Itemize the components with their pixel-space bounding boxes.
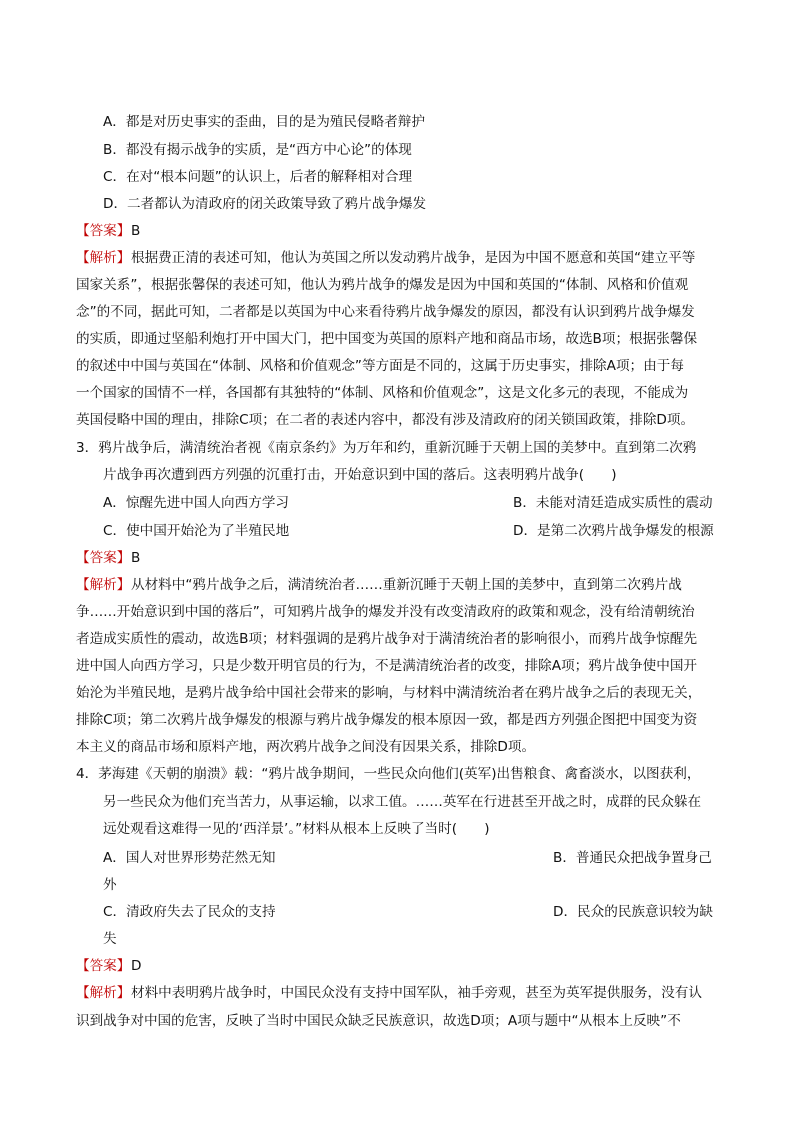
- q3-stem-line-1: 3．鸦片战争后，满清统治者视《南京条约》为万年和约，重新沉睡于天朝上国的美梦中。直到第二次鸦: [76, 440, 697, 456]
- q3-option-d: D．是第二次鸦片战争爆发的根源: [513, 523, 714, 539]
- q3-stem-line-2: 片战争再次遭到西方列强的沉重打击，开始意识到中国的落后。这表明鸦片战争( ): [103, 467, 617, 483]
- q2-analysis-line-4: 的实质，即通过坚船利炮打开中国大门，把中国变为英国的原料产地和商品市场，故选B项；根据张馨保: [76, 331, 698, 347]
- q4-analysis-line-2: 识到战争对中国的危害，反映了当时中国民众缺乏民族意识，故选D项；A项与题中“从根本上反映”不: [76, 1013, 681, 1029]
- q4-options-row-2: [0, 899, 793, 925]
- q4-option-a: A．国人对世界形势茫然无知: [103, 850, 276, 866]
- answer-value: B: [131, 223, 141, 239]
- q3-options-row-1: [0, 490, 793, 516]
- q3-analysis-line-6: 排除C项；第二次鸦片战争爆发的根源与鸦片战争爆发的根本原因一致，都是西方列强企图把中国变为资: [76, 712, 698, 728]
- q3-analysis-line-4: 进中国人向西方学习，只是少数开明官员的行为，不是满清统治者的改变，排除A项；鸦片战争使中国开: [76, 658, 698, 674]
- analysis-label: 【解析】: [76, 577, 131, 593]
- q4-answer: [0, 953, 793, 979]
- q2-analysis-line-1: 【解析】 根据费正清的表述可知，他认为英国之所以发动鸦片战争，是因为中国不愿意和英国“建立平等: [0, 245, 793, 271]
- q3-answer: [0, 545, 793, 571]
- q2-option-c: C．在对“根本问题”的认识上，后者的解释相对合理: [103, 169, 413, 185]
- q3-analysis-line-3: 者造成实质性的震动，故选B项；材料强调的是鸦片战争对于满清统治者的影响很小，而鸦片战争惊醒先: [76, 631, 698, 647]
- q3-analysis-line-5: 始沦为半殖民地，是鸦片战争给中国社会带来的影响，与材料中满清统治者在鸦片战争之后的表现无关，: [76, 685, 702, 701]
- q4-option-d: D．民众的民族意识较为缺: [553, 904, 713, 920]
- q4-stem-line-3: 远处观看这难得一见的‘西洋景’。”材料从根本上反映了当时( ): [103, 821, 490, 837]
- q3-analysis-line-7: 本主义的商品市场和原料产地，两次鸦片战争之间没有因果关系，排除D项。: [76, 739, 536, 755]
- q4-stem-line-1: 4．茅海建《天朝的崩溃》载：“鸦片战争期间，一些民众向他们(英军)出售粮食、禽畜淡水，以图获利，: [76, 766, 701, 782]
- q4-option-d-continued: 失: [103, 931, 117, 947]
- answer-value: D: [131, 958, 142, 974]
- q3-options-row-2: [0, 518, 793, 544]
- q4-stem-line-2: 另一些民众为他们充当苦力，从事运输，以求工值。……英军在行进甚至开战之时，成群的民众躲在: [103, 794, 702, 810]
- q2-analysis-line-6: 一个国家的国情不一样，各国都有其独特的“体制、风格和价值观念”，这是文化多元的表现，不能成为: [76, 385, 689, 401]
- q2-option-d: D．二者都认为清政府的闭关政策导致了鸦片战争爆发: [103, 196, 427, 212]
- q3-option-c: C．使中国开始沦为了半殖民地: [103, 523, 290, 539]
- q3-option-a: A．惊醒先进中国人向西方学习: [103, 495, 290, 511]
- q2-option-b: B．都没有揭示战争的实质，是“西方中心论”的体现: [103, 142, 412, 158]
- q4-options-row-1: [0, 845, 793, 871]
- q2-analysis-line-3: 念”的不同，据此可知，二者都是以英国为中心来看待鸦片战争爆发的原因，都没有认识到鸦片战争爆发: [76, 304, 695, 320]
- analysis-label: 【解析】: [76, 985, 131, 1001]
- q3-analysis-line-2: 争……开始意识到中国的落后”，可知鸦片战争的爆发并没有改变清政府的政策和观念，没有给清朝统治: [76, 604, 695, 620]
- answer-label: 【答案】: [76, 223, 131, 239]
- q4-analysis-line-1: 【解析】 材料中表明鸦片战争时，中国民众没有支持中国军队，袖手旁观，甚至为英军提供服务，没有认: [0, 980, 793, 1006]
- q2-option-a: A．都是对历史事实的歪曲，目的是为殖民侵略者辩护: [103, 114, 425, 130]
- q2-analysis-line-2: 国家关系”，根据张馨保的表述可知，他认为鸦片战争的爆发是因为中国和英国的“体制、风格和价值观: [76, 277, 689, 293]
- q4-option-b: B．普通民众把战争置身己: [553, 850, 712, 866]
- answer-value: B: [131, 550, 141, 566]
- analysis-label: 【解析】: [76, 250, 131, 266]
- answer-label: 【答案】: [76, 550, 131, 566]
- q2-analysis-line-5: 的叙述中中国与英国在“体制、风格和价值观念”等方面是不同的，这属于历史事实，排除A项；由于每: [76, 358, 684, 374]
- q4-option-b-continued: 外: [103, 877, 117, 893]
- q3-option-b: B．未能对清廷造成实质性的震动: [513, 495, 713, 511]
- q2-answer: [0, 218, 793, 244]
- q2-analysis-line-7: 英国侵略中国的理由，排除C项；在二者的表述内容中，都没有涉及清政府的闭关锁国政策，排除D项。: [76, 412, 695, 428]
- q4-option-c: C．清政府失去了民众的支持: [103, 904, 276, 920]
- answer-label: 【答案】: [76, 958, 131, 974]
- q3-analysis-line-1: 【解析】 从材料中“鸦片战争之后，满清统治者……重新沉睡于天朝上国的美梦中，直到第二次鸦片战: [0, 572, 793, 598]
